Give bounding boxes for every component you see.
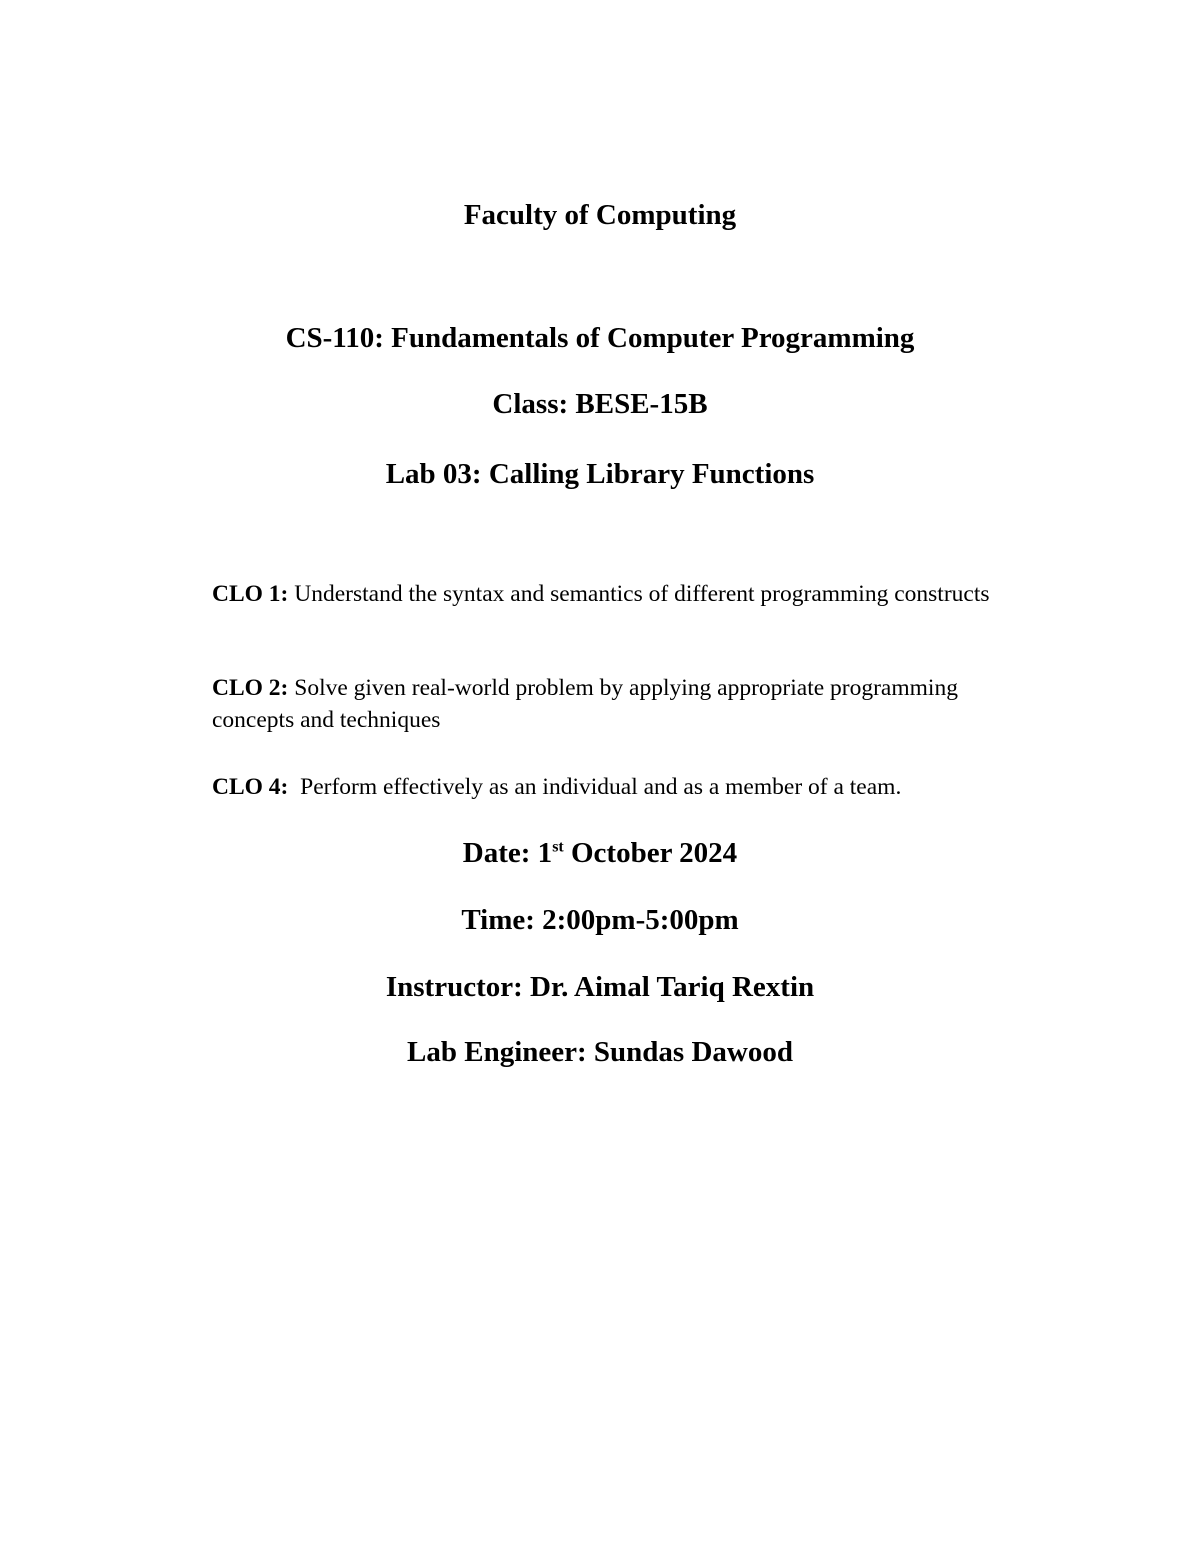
course-title: CS-110: Fundamentals of Computer Programming	[285, 322, 915, 354]
clo-4-text: Perform effectively as an individual and as a member of a team.	[300, 774, 902, 800]
faculty-heading: Faculty of Computing	[463, 199, 737, 231]
date-ordinal-suffix: st	[552, 838, 564, 856]
clo-1-text: Understand the syntax and semantics of different programming constructs	[294, 581, 990, 607]
clo-1-label: CLO 1:	[212, 581, 289, 607]
clo-1	[212, 578, 1032, 610]
clo-4-label: CLO 4:	[212, 774, 289, 800]
date-prefix: Date: 1	[462, 837, 553, 869]
date-line	[0, 835, 1200, 871]
lab-engineer-line: Lab Engineer: Sundas Dawood	[407, 1036, 793, 1068]
time-line: Time: 2:00pm-5:00pm	[461, 904, 739, 936]
clo-2	[212, 672, 1032, 736]
clo-2-label: CLO 2:	[212, 675, 289, 701]
class-label: Class: BESE-15B	[492, 388, 708, 420]
lab-title: Lab 03: Calling Library Functions	[385, 458, 815, 490]
instructor-line: Instructor: Dr. Aimal Tariq Rextin	[385, 971, 815, 1003]
date-rest: October 2024	[563, 837, 738, 869]
clo-2-text: Solve given real-world problem by applying appropriate programming concepts and techniques	[212, 675, 958, 733]
clo-4	[212, 771, 1032, 803]
